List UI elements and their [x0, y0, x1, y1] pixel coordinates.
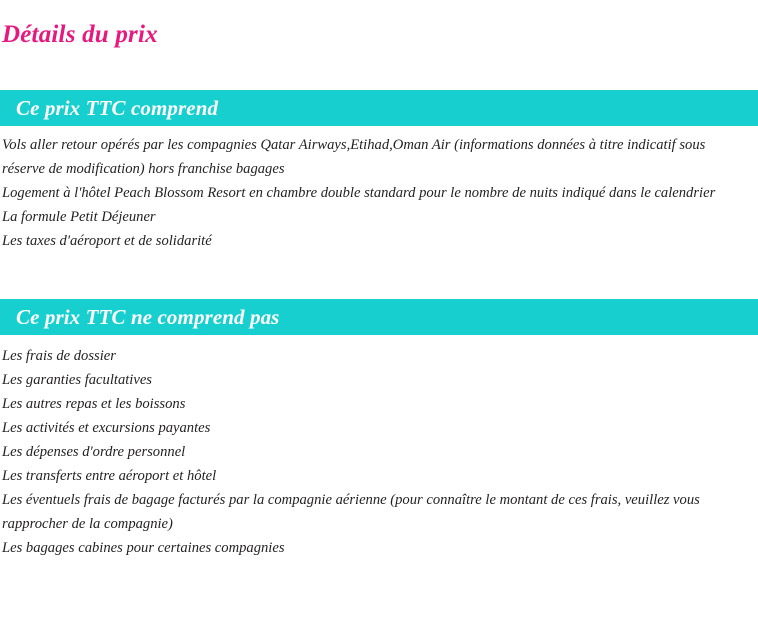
- section-header-includes-label: Ce prix TTC comprend: [16, 95, 219, 120]
- list-item: Les éventuels frais de bagage facturés par la compagnie aérienne (pour connaître le montant de ces frais, veuillez vous rapprocher de la compagnie): [2, 492, 700, 532]
- list-item: Les garanties facultatives: [2, 372, 152, 388]
- list-item: La formule Petit Déjeuner: [2, 209, 156, 225]
- section-header-excludes: [0, 299, 758, 335]
- section-price-includes: [0, 90, 758, 253]
- page-title: Détails du prix: [2, 21, 158, 48]
- section-body-excludes: [0, 335, 758, 560]
- list-item: Les transferts entre aéroport et hôtel: [2, 468, 217, 484]
- list-item: Les dépenses d'ordre personnel: [2, 444, 186, 460]
- section-header-excludes-label: Ce prix TTC ne comprend pas: [16, 304, 280, 329]
- list-item: Les taxes d'aéroport et de solidarité: [2, 233, 212, 249]
- list-item: Les bagages cabines pour certaines compagnies: [2, 540, 285, 556]
- list-item: Les activités et excursions payantes: [2, 420, 211, 436]
- section-header-includes: [0, 90, 758, 126]
- list-item: Les frais de dossier: [2, 348, 116, 364]
- section-body-includes: [0, 126, 758, 253]
- list-item: Vols aller retour opérés par les compagnies Qatar Airways,Etihad,Oman Air (informations données à titre indicatif sous réserve de modification) hors franchise bagages: [2, 137, 706, 177]
- section-price-excludes: [0, 299, 758, 560]
- list-item: Logement à l'hôtel Peach Blossom Resort en chambre double standard pour le nombre de nuits indiqué dans le calendrier: [2, 185, 716, 201]
- list-item: Les autres repas et les boissons: [2, 396, 186, 412]
